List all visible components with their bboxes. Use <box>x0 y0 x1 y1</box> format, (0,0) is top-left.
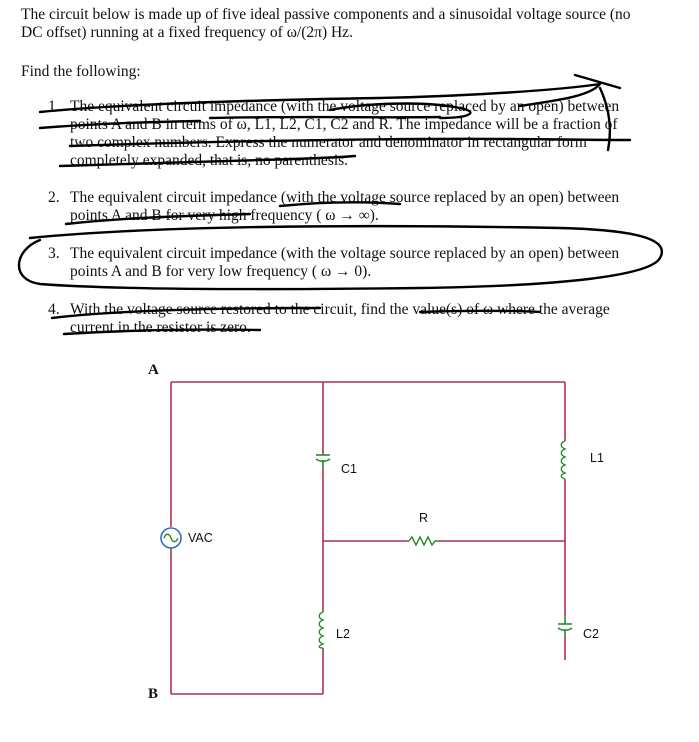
c2-label: C2 <box>583 627 599 641</box>
question-line: points A and B for very low frequency ( ω → 0). <box>70 263 372 280</box>
node-b-label: B <box>148 686 159 702</box>
question-line: The equivalent circuit impedance (with the voltage source replaced by an open) between <box>70 98 620 115</box>
question-number: 1. <box>48 98 60 115</box>
r-label: R <box>419 511 429 525</box>
inductor-l2 <box>319 612 323 648</box>
l2-label: L2 <box>336 627 350 641</box>
question-line: The equivalent circuit impedance (with the voltage source replaced by an open) between <box>70 189 620 206</box>
find-label: Find the following: <box>21 63 141 80</box>
question-line: two complex numbers. Express the numerator and denominator in rectangular form <box>70 134 587 151</box>
vac-label: VAC <box>188 531 213 545</box>
resistor-r <box>409 537 437 545</box>
question-line: The equivalent circuit impedance (with the voltage source replaced by an open) between <box>70 245 620 262</box>
l1-label: L1 <box>590 451 604 465</box>
question-line: With the voltage source restored to the circuit, find the value(s) of ω where the average <box>70 301 610 318</box>
capacitor-c2 <box>558 616 572 636</box>
c1-label: C1 <box>341 462 357 476</box>
intro-line: The circuit below is made up of five ideal passive components and a sinusoidal voltage source (no <box>21 6 631 23</box>
capacitor-c1 <box>316 455 330 468</box>
question-number: 2. <box>48 189 60 206</box>
question-line: points A and B in terms of ω, L1, L2, C1, C2 and R. The impedance will be a fraction of <box>70 116 618 133</box>
question-number: 3. <box>48 245 60 262</box>
question-line: completely expanded, that is, no parenthesis. <box>70 152 349 169</box>
voltage-source-vac <box>161 528 181 548</box>
node-a-label: A <box>148 362 159 378</box>
question-number: 4. <box>48 301 60 318</box>
question-line: current in the resistor is zero. <box>70 319 251 336</box>
intro-line: DC offset) running at a fixed frequency of ω/(2π) Hz. <box>21 24 353 41</box>
inductor-l1 <box>561 441 565 479</box>
question-line: points A and B for very high frequency ( ω → ∞). <box>70 207 379 224</box>
